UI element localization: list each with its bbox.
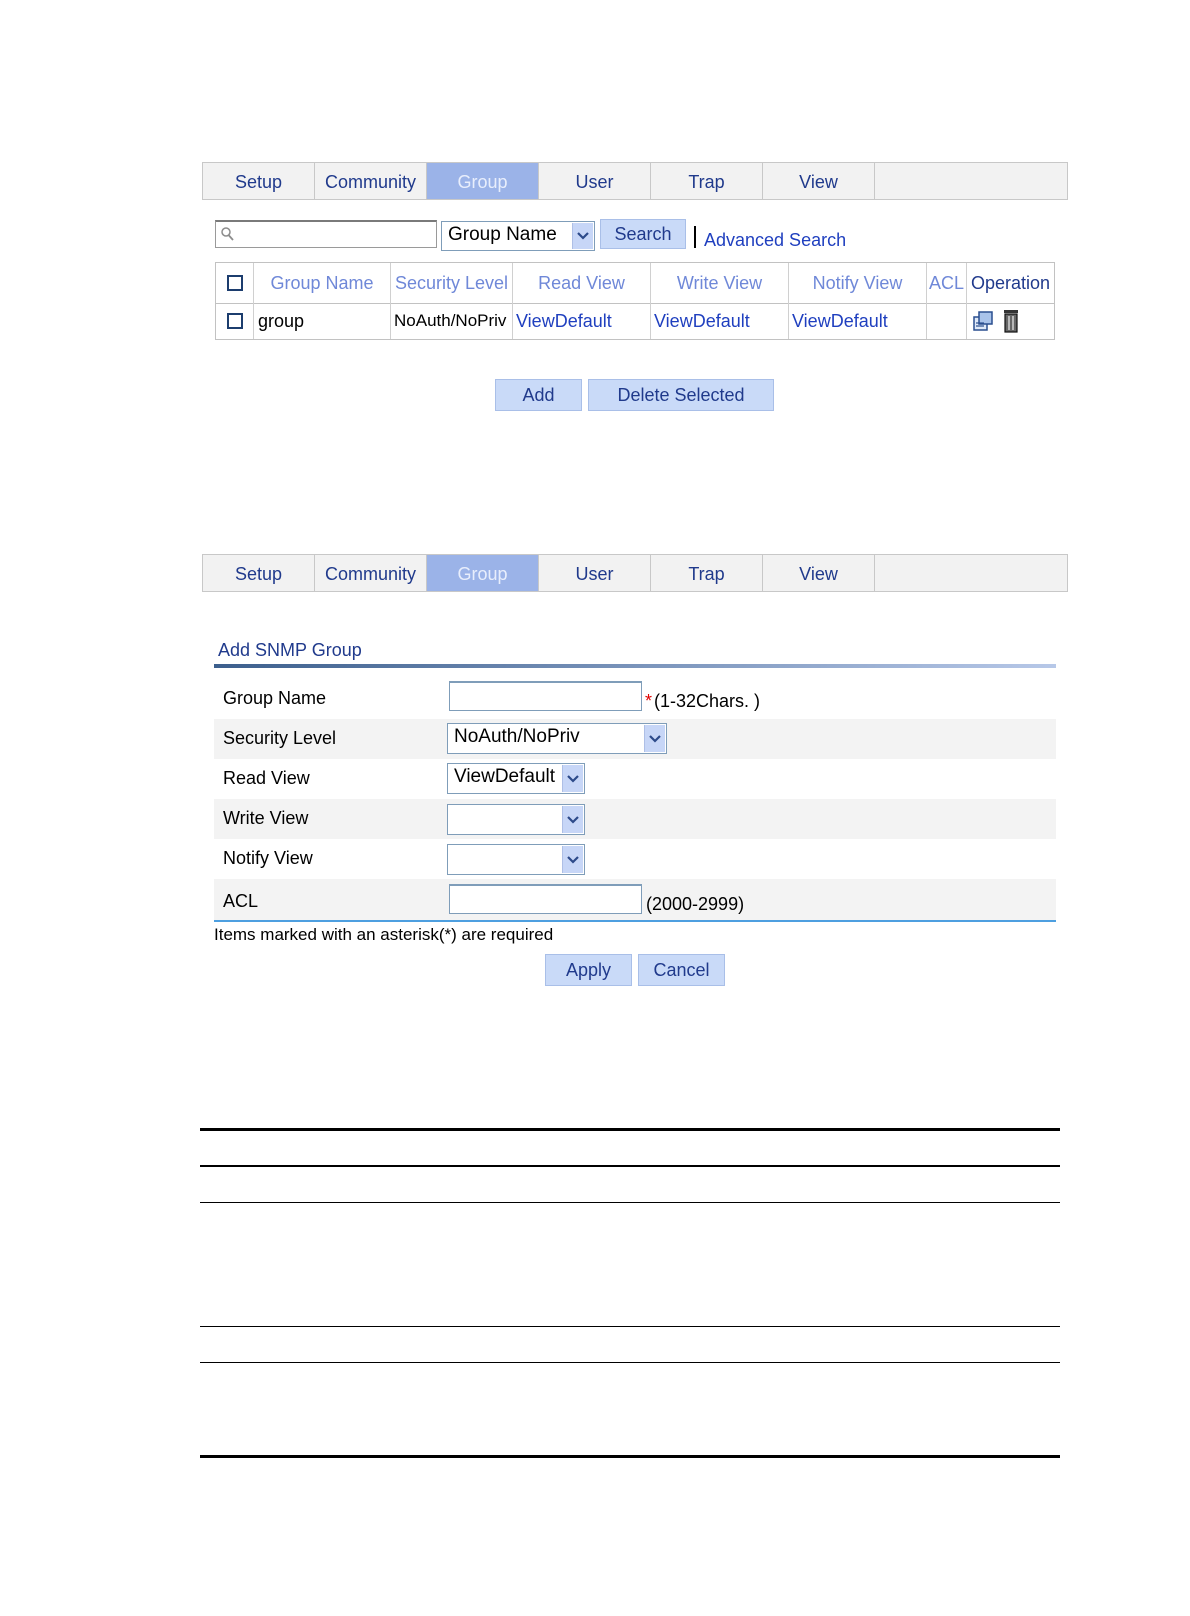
cell-operation — [967, 303, 1054, 339]
acl-hint: (2000-2999) — [646, 894, 745, 914]
cancel-button[interactable]: Cancel — [638, 954, 725, 986]
tab-view[interactable]: View — [763, 163, 875, 199]
delete-selected-button[interactable]: Delete Selected — [588, 379, 774, 411]
table-header-rule — [200, 1165, 1060, 1167]
search-field-select[interactable] — [441, 221, 595, 251]
row-select-cell — [216, 303, 254, 339]
security-level-label: Security Level — [223, 728, 337, 748]
group-name-label: Group Name — [223, 688, 327, 708]
search-field-value: Group Name — [448, 224, 557, 245]
tab-group[interactable]: Group — [427, 555, 539, 591]
read-view-label: Read View — [223, 768, 310, 788]
table-header-row — [216, 263, 1054, 304]
chevron-down-icon — [562, 806, 583, 833]
apply-button[interactable]: Apply — [545, 954, 632, 986]
required-star: * — [645, 691, 653, 711]
search-icon — [219, 226, 235, 242]
notify-view-select[interactable] — [447, 844, 585, 875]
edit-icon[interactable] — [971, 309, 995, 333]
table-row — [216, 303, 1054, 339]
col-notify-view[interactable]: Notify View — [789, 263, 927, 303]
cell-notify-view-link[interactable]: ViewDefault — [789, 303, 927, 339]
tab-user[interactable]: User — [539, 163, 651, 199]
select-all-cell — [216, 263, 254, 303]
table-top-rule — [200, 1128, 1060, 1131]
form-bottom-divider — [214, 920, 1056, 922]
tab-setup[interactable]: Setup — [203, 163, 315, 199]
table-row-rule — [200, 1202, 1060, 1203]
row-read-view — [214, 759, 1056, 799]
col-operation: Operation — [970, 272, 1051, 293]
tab-trap[interactable]: Trap — [651, 555, 763, 591]
write-view-label: Write View — [223, 808, 309, 828]
title-divider — [214, 664, 1056, 668]
tab-trap[interactable]: Trap — [651, 163, 763, 199]
required-note: Items marked with an asterisk(*) are required — [214, 925, 554, 944]
chevron-down-icon — [572, 223, 593, 249]
tab-view[interactable]: View — [763, 555, 875, 591]
tab-group[interactable]: Group — [427, 163, 539, 199]
notify-view-label: Notify View — [223, 848, 313, 868]
row-checkbox[interactable] — [227, 313, 243, 329]
col-group-name[interactable]: Group Name — [254, 263, 391, 303]
table-row-rule — [200, 1326, 1060, 1327]
row-group-name — [214, 679, 1056, 719]
tab-community[interactable]: Community — [315, 555, 427, 591]
delete-icon[interactable] — [1001, 308, 1021, 334]
acl-label: ACL — [223, 891, 259, 911]
security-level-select[interactable] — [447, 723, 667, 754]
chevron-down-icon — [644, 725, 665, 752]
tab-community[interactable]: Community — [315, 163, 427, 199]
advanced-search-link[interactable]: Advanced Search — [704, 230, 847, 250]
select-all-checkbox[interactable] — [227, 275, 243, 291]
cell-read-view-link[interactable]: ViewDefault — [513, 303, 651, 339]
cell-group-name: group — [254, 303, 391, 339]
tab-bar — [202, 554, 1068, 592]
group-name-field[interactable] — [449, 681, 642, 711]
col-acl[interactable]: ACL — [927, 263, 967, 303]
divider — [694, 226, 696, 248]
row-security-level — [214, 719, 1056, 759]
chevron-down-icon — [562, 765, 583, 792]
col-security-level[interactable]: Security Level — [391, 263, 513, 303]
row-acl — [214, 879, 1056, 920]
search-button[interactable]: Search — [600, 219, 686, 249]
group-list-table — [215, 262, 1055, 340]
cell-write-view-link[interactable]: ViewDefault — [651, 303, 789, 339]
row-notify-view — [214, 839, 1056, 879]
tab-bar — [202, 162, 1068, 200]
tab-setup[interactable]: Setup — [203, 555, 315, 591]
table-row-rule — [200, 1362, 1060, 1363]
read-view-value: ViewDefault — [454, 766, 556, 787]
write-view-select[interactable] — [447, 804, 585, 835]
acl-field[interactable] — [449, 884, 642, 914]
chevron-down-icon — [562, 846, 583, 873]
search-input[interactable] — [215, 220, 437, 248]
col-read-view[interactable]: Read View — [513, 263, 651, 303]
cell-security-level: NoAuth/NoPriv — [391, 303, 513, 339]
form-title: Add SNMP Group — [218, 640, 362, 660]
group-name-hint: (1-32Chars. ) — [654, 691, 761, 711]
security-level-value: NoAuth/NoPriv — [454, 726, 580, 747]
row-write-view — [214, 799, 1056, 839]
table-bottom-rule — [200, 1455, 1060, 1458]
cell-acl — [927, 303, 967, 339]
add-button[interactable]: Add — [495, 379, 582, 411]
col-write-view[interactable]: Write View — [651, 263, 789, 303]
tab-user[interactable]: User — [539, 555, 651, 591]
read-view-select[interactable] — [447, 763, 585, 794]
